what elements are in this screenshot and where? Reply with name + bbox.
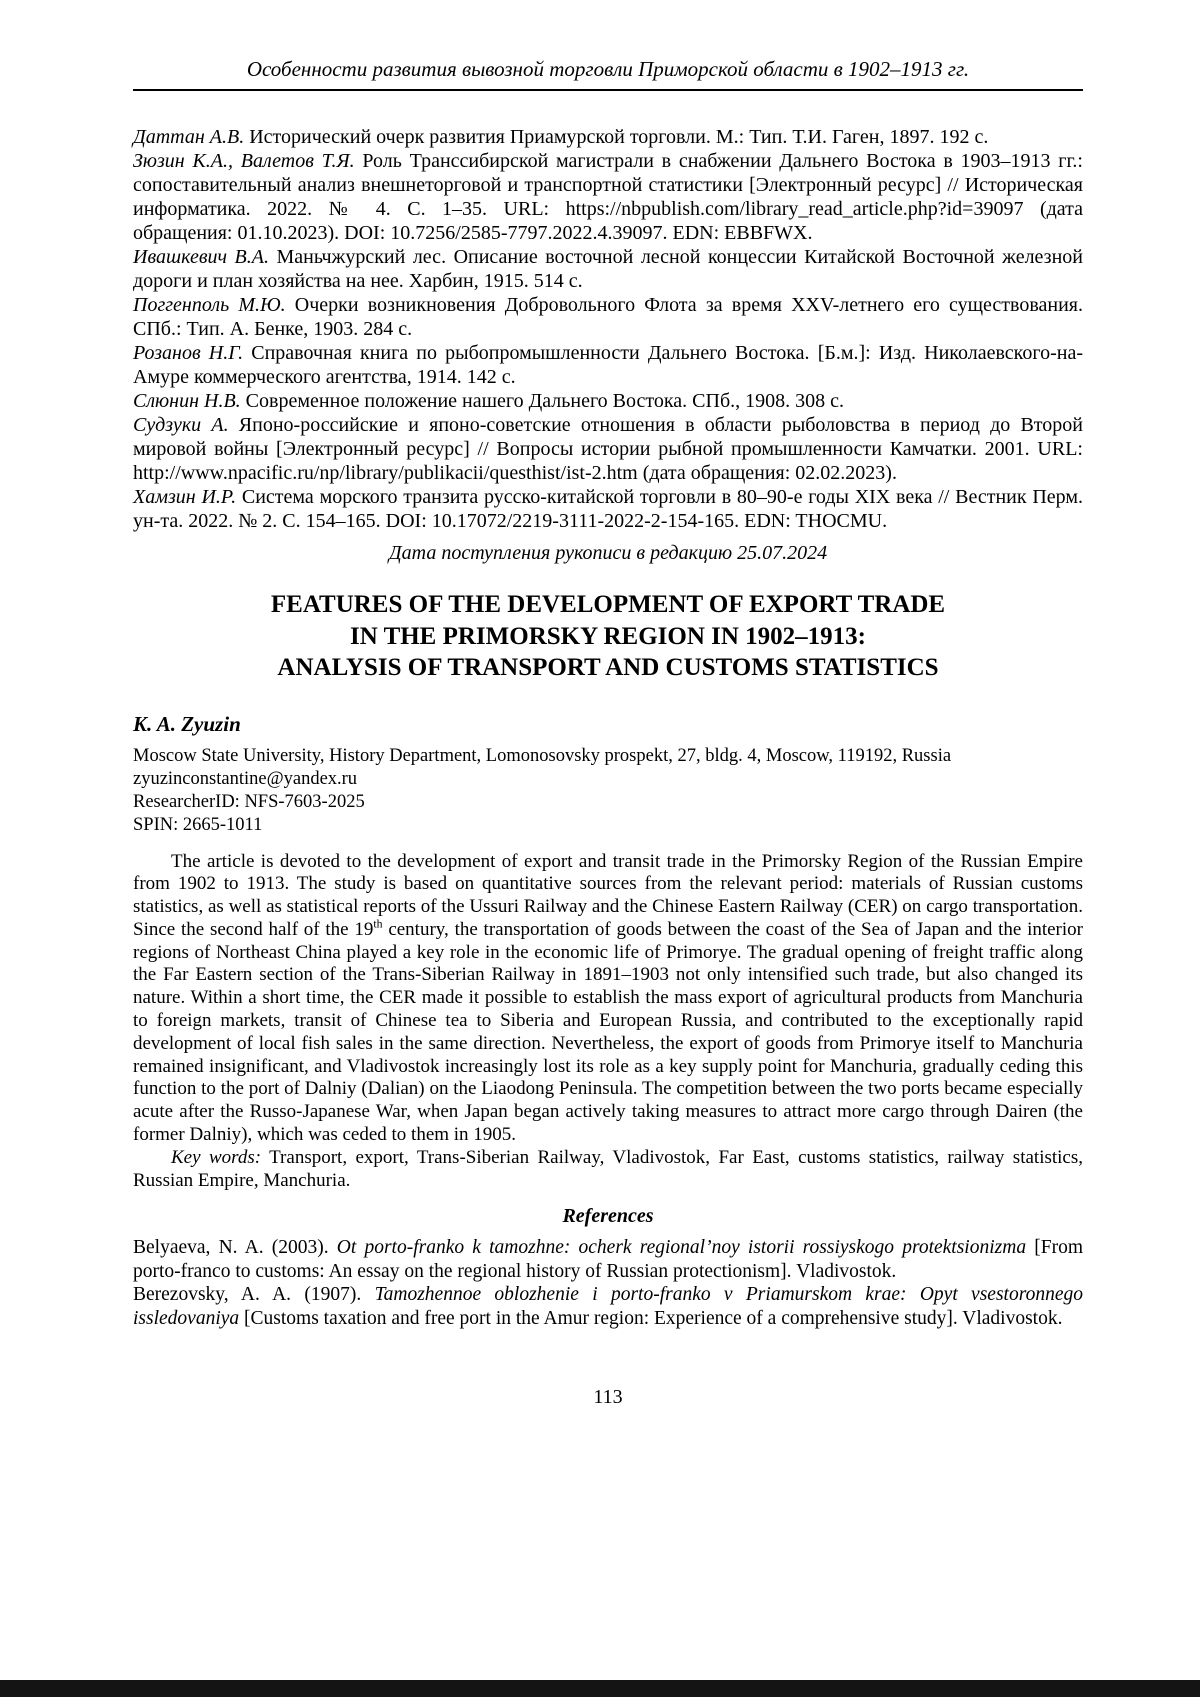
bib-author: Зюзин К.А., Валетов Т.Я. [133, 150, 355, 173]
bottom-bar [0, 1680, 1200, 1697]
bibliography-entry [133, 413, 1083, 485]
keywords-paragraph [133, 1147, 1083, 1193]
bib-text: Исторический очерк развития Приамурской торговли. М.: Тип. Т.И. Гаген, 1897. 192 с. [244, 126, 989, 149]
reference-suffix: [From porto-franco to customs: An essay on the regional history of Russian protectionism]. Vladivostok. [133, 1237, 1083, 1282]
article-title [133, 589, 1083, 684]
bib-author: Хамзин И.Р. [133, 486, 237, 509]
spin-code: SPIN: 2665-1011 [133, 814, 263, 835]
bib-author: Розанов Н.Г. [133, 342, 244, 365]
bib-text: Современное положение нашего Дальнего Востока. СПб., 1908. 308 с. [240, 390, 844, 413]
bib-text: Роль Транссибирской магистрали в снабжении Дальнего Востока в 1903–1913 гг.: сопоставительный анализ внешнеторговой и транспортной статистики [Электронный ресурс] // Историческая информатика. 2022. № 4. С. 1–35. URL: https://nbpublish.com/library_read_article.php?id=39097 (дата обращения: 01.10.2023). DOI: 10.7256/2585-7797.2022.4.39097. EDN: EBBFWX. [133, 150, 1083, 245]
keywords-text: Transport, export, Trans-Siberian Railway, Vladivostok, Far East, customs statistics, railway statistics, Russian Empire, Manchuria. [133, 1146, 1083, 1191]
reference-entry [133, 1236, 1083, 1283]
bib-author: Ивашкевич В.А. [133, 246, 269, 269]
bib-text: Японо-российские и японо-советские отношения в области рыболовства в период до Второй мировой войны [Электронный ресурс] // Вопросы истории рыбной промышленности Камчатки. 2001. URL: http://www.npacific.ru/np/library/publikacii/questhist/ist-2.htm (дата обращения: 02.02.2023). [133, 414, 1083, 485]
header-rule [133, 89, 1083, 91]
reference-title: Tamozhennoe oblozhenie i porto-franko v Priamurskom krae: Opyt vsestoronnego issledovaniya [133, 1284, 1083, 1329]
reference-prefix: Berezovsky, A. A. (1907). [133, 1284, 375, 1306]
running-header: Особенности развития вывозной торговли Приморской области в 1902–1913 гг. [246, 57, 970, 81]
reference-entry [133, 1283, 1083, 1330]
author-name: K. A. Zyuzin [133, 711, 241, 736]
author-affiliation-block [133, 745, 1083, 837]
bibliography-entry [133, 149, 1083, 245]
bibliography-entry [133, 341, 1083, 389]
bib-text: Маньчжурский лес. Описание восточной лесной концессии Китайской Восточной железной дороги и план хозяйства на нее. Харбин, 1915. 514 с. [133, 246, 1083, 293]
reference-title: Ot porto-franko k tamozhne: ocherk regional’noy istorii rossiyskogo protektsionizma [336, 1237, 1027, 1259]
abstract-paragraph [133, 851, 1083, 1147]
bibliography-entry [133, 125, 1083, 149]
bibliography-entry [133, 485, 1083, 533]
bibliography-entry [133, 245, 1083, 293]
bibliography-entry [133, 389, 1083, 413]
affiliation-line: Moscow State University, History Department, Lomonosovsky prospekt, 27, bldg. 4, Moscow, 119192, Russia [133, 745, 952, 766]
bib-author: Даттан А.В. [133, 126, 245, 149]
bib-text: Справочная книга по рыбопромышленности Дальнего Востока. [Б.м.]: Изд. Николаевского-на-Амуре коммерческого агентства, 1914. 142 с. [133, 342, 1083, 389]
keywords-label: Key words: [171, 1146, 262, 1168]
author-email: zyuzinconstantine@yandex.ru [133, 768, 358, 789]
references-heading: References [562, 1205, 654, 1228]
submission-date-note: Дата поступления рукописи в редакцию 25.07.2024 [388, 542, 828, 565]
abstract-text: The article is devoted to the development of export and transit trade in the Primorsky Region of the Russian Empire from 1902 to 1913. The study is based on quantitative sources from the relevant period: materials of Russian customs statistics, as well as statistical reports of the Ussuri Railway and the Chinese Eastern Railway (CER) on cargo transportation. Since the second half of the 19 [133, 850, 1083, 940]
references-section [133, 1236, 1083, 1330]
article-title-line: FEATURES OF THE DEVELOPMENT OF EXPORT TRADE [270, 591, 946, 619]
bibliography-section [133, 125, 1083, 533]
abstract-text: century, the transportation of goods between the coast of the Sea of Japan and the interior regions of Northeast China played a key role in the economic life of Primorye. The gradual opening of freight traffic along the Far Eastern section of the Trans-Siberian Railway in 1891–1903 not only intensified such trade, but also changed its nature. Within a short time, the CER made it possible to establish the mass export of agricultural products from Manchuria to foreign markets, transit of Chinese tea to Siberia and European Russia, and contributed to the exceptionally rapid development of local fish sales in the same direction. Nevertheless, the export of goods from Primorye itself to Manchuria remained insignificant, and Vladivostok increasingly lost its role as a key supply point for Manchuria, gradually ceding this function to the port of Dalniy (Dalian) on the Liaodong Peninsula. The competition between the two ports became especially acute after the Russo-Japanese War, when Japan began actively taking measures to attract more cargo through Dairen (the former Dalniy), which was ceded to them in 1905. [133, 918, 1083, 1146]
bib-text: Система морского транзита русско-китайской торговли в 80–90-е годы XIX века // Вестник Перм. ун-та. 2022. № 2. С. 154–165. DOI: 10.17072/2219-3111-2022-2-154-165. EDN: THOCMU. [133, 486, 1083, 533]
bib-author: Судзуки А. [133, 414, 229, 437]
reference-prefix: Belyaeva, N. A. (2003). [133, 1237, 337, 1259]
superscript-th: th [373, 917, 383, 931]
article-title-line: ANALYSIS OF TRANSPORT AND CUSTOMS STATISTICS [277, 654, 939, 682]
bib-author: Слюнин Н.В. [133, 390, 241, 413]
reference-suffix: [Customs taxation and free port in the Amur region: Experience of a comprehensive study]. Vladivostok. [239, 1307, 1063, 1329]
bib-author: Поггенполь М.Ю. [133, 294, 286, 317]
page-number: 113 [593, 1386, 623, 1409]
article-title-line: IN THE PRIMORSKY REGION IN 1902–1913: [349, 622, 866, 650]
researcher-id: ResearcherID: NFS-7603-2025 [133, 791, 365, 812]
bibliography-entry [133, 293, 1083, 341]
bib-text: Очерки возникновения Добровольного Флота за время XXV-летнего его существования. СПб.: Тип. А. Бенке, 1903. 284 с. [133, 294, 1083, 341]
